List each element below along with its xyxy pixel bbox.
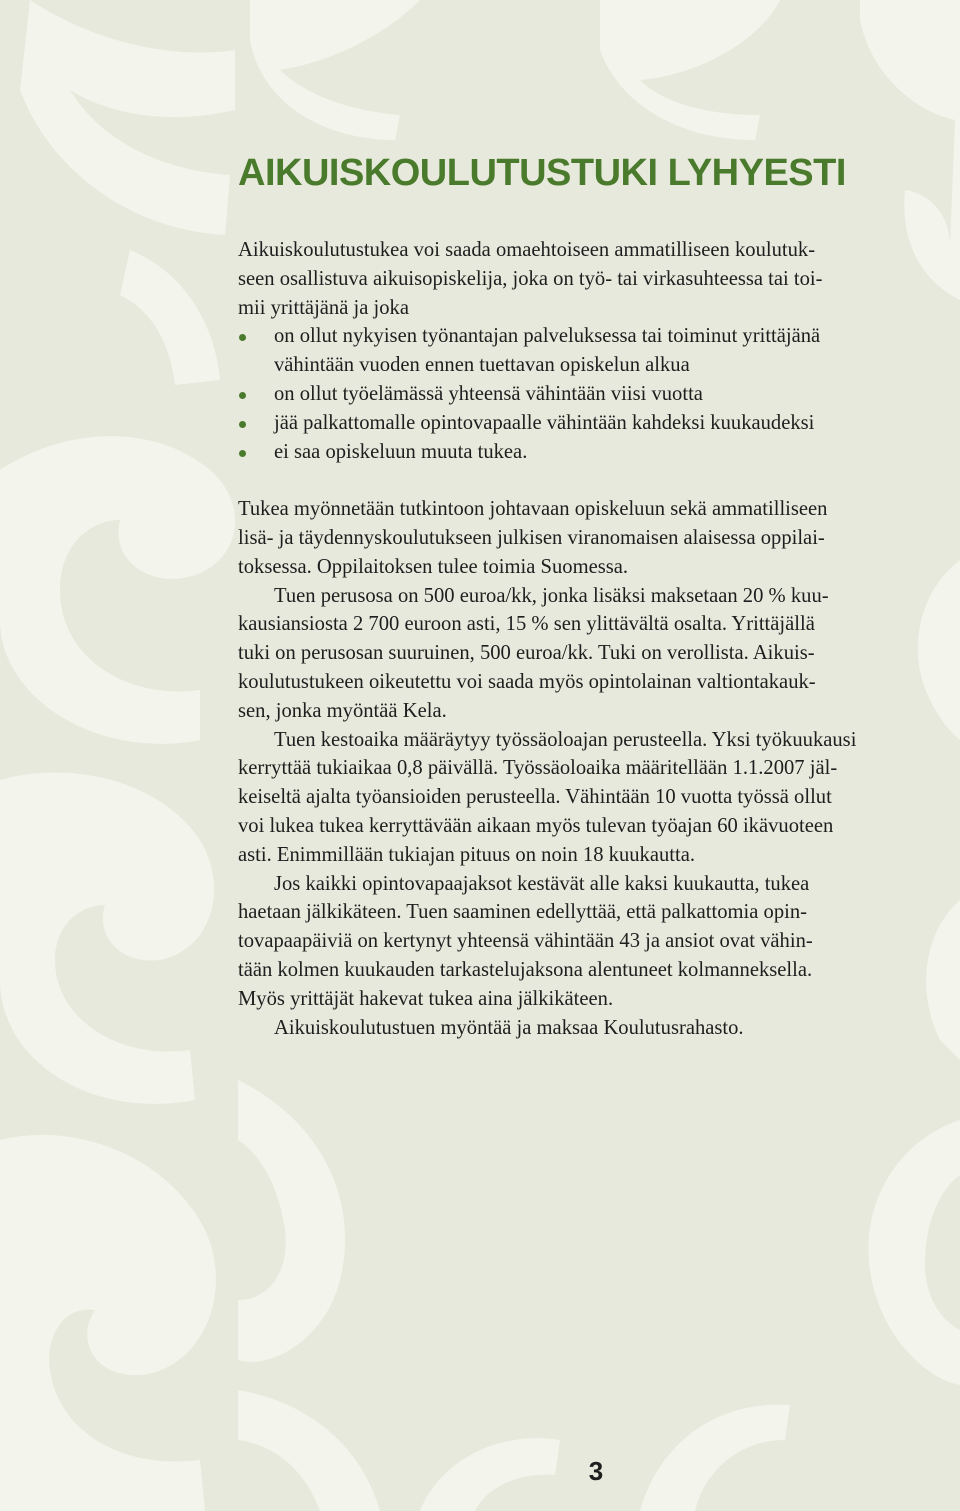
paragraph-duration [238,726,960,870]
text-line: mii yrittäjänä ja joka [238,296,409,319]
text-line: Tuen kestoaika määräytyy työssäoloajan perusteella. Yksi työkuukausi [274,728,857,751]
list-item [238,438,960,467]
text-line: toksessa. Oppilaitoksen tulee toimia Suomessa. [238,555,629,578]
text-line: sen, jonka myöntää Kela. [238,699,447,722]
page-title: AIKUISKOULUTUSTUKI LYHYESTI [238,152,846,194]
paragraph-amount [238,582,960,726]
text-line: asti. Enimmillään tukiajan pituus on noin 18 kuukautta. [238,843,696,866]
text-line: keiseltä ajalta työansioiden perusteella. Vähintään 10 vuotta työssä ollut [238,786,832,809]
list-item [238,409,960,438]
requirements-list [238,322,960,466]
bullet-icon [239,334,246,341]
text-line: haetaan jälkikäteen. Tuen saaminen edellyttää, että palkattomia opin- [238,901,807,924]
body-text [238,236,960,1042]
text-line: Myös yrittäjät hakevat tukea aina jälkikäteen. [238,987,614,1010]
text-line: lisä- ja täydennyskoulutukseen julkisen viranomaisen alaisessa oppilai- [238,526,825,549]
text-line: Aikuiskoulutustuen myöntää ja maksaa Koulutusrahasto. [274,1016,744,1039]
text-line: Jos kaikki opintovapaajaksot kestävät alle kaksi kuukautta, tukea [274,872,810,895]
list-item [238,380,960,409]
paragraph-gap [238,466,960,495]
text-line: Tuen perusosa on 500 euroa/kk, jonka lisäksi maksetaan 20 % kuu- [274,584,829,607]
list-item-text: on ollut nykyisen työnantajan palveluksessa tai toiminut yrittäjänä [274,325,821,348]
page-number: 3 [588,1456,604,1486]
bullet-icon [239,450,246,457]
paragraph-payer [238,1014,960,1043]
text-line: Tukea myönnetään tutkintoon johtavaan opiskeluun sekä ammatilliseen [238,498,828,521]
text-line: tovapaapäiviä on kertynyt yhteensä vähintään 43 ja ansiot ovat vähin- [238,930,813,953]
list-item-text: ei saa opiskeluun muuta tukea. [274,440,528,463]
text-line: koulutustukeen oikeutettu voi saada myös opintolainan valtiontakauk- [238,670,816,693]
list-item-text: jää palkattomalle opintovapaalle vähintään kahdeksi kuukaudeksi [274,411,815,434]
bullet-icon [239,392,246,399]
text-line: kerryttää tukiaikaa 0,8 päivällä. Työssäoloaika määritellään 1.1.2007 jäl- [238,757,838,780]
text-line: tään kolmen kuukauden tarkastelujaksona alentuneet kolmanneksella. [238,958,813,981]
list-item-text: on ollut työelämässä yhteensä vähintään viisi vuotta [274,382,703,405]
list-item-continuation: vähintään vuoden ennen tuettavan opiskelun alkua [274,354,690,377]
text-line: tuki on perusosan suuruinen, 500 euroa/kk. Tuki on verollista. Aikuis- [238,642,815,665]
bullet-icon [239,421,246,428]
text-line: Aikuiskoulutustukea voi saada omaehtoiseen ammatilliseen koulutuk- [238,239,816,261]
text-line: seen osallistuva aikuisopiskelija, joka on työ- tai virkasuhteessa tai toi- [238,267,823,290]
intro-paragraph [238,236,960,322]
paragraph-application [238,870,960,1014]
list-item [238,322,960,351]
main-content [238,150,960,1042]
paragraph-eligible-education [238,495,960,581]
text-line: voi lukea tukea kerryttävään aikaan myös tulevan työajan 60 ikävuoteen [238,814,834,837]
text-line: kausiansiosta 2 700 euroon asti, 15 % sen ylittävältä osalta. Yrittäjällä [238,613,815,636]
